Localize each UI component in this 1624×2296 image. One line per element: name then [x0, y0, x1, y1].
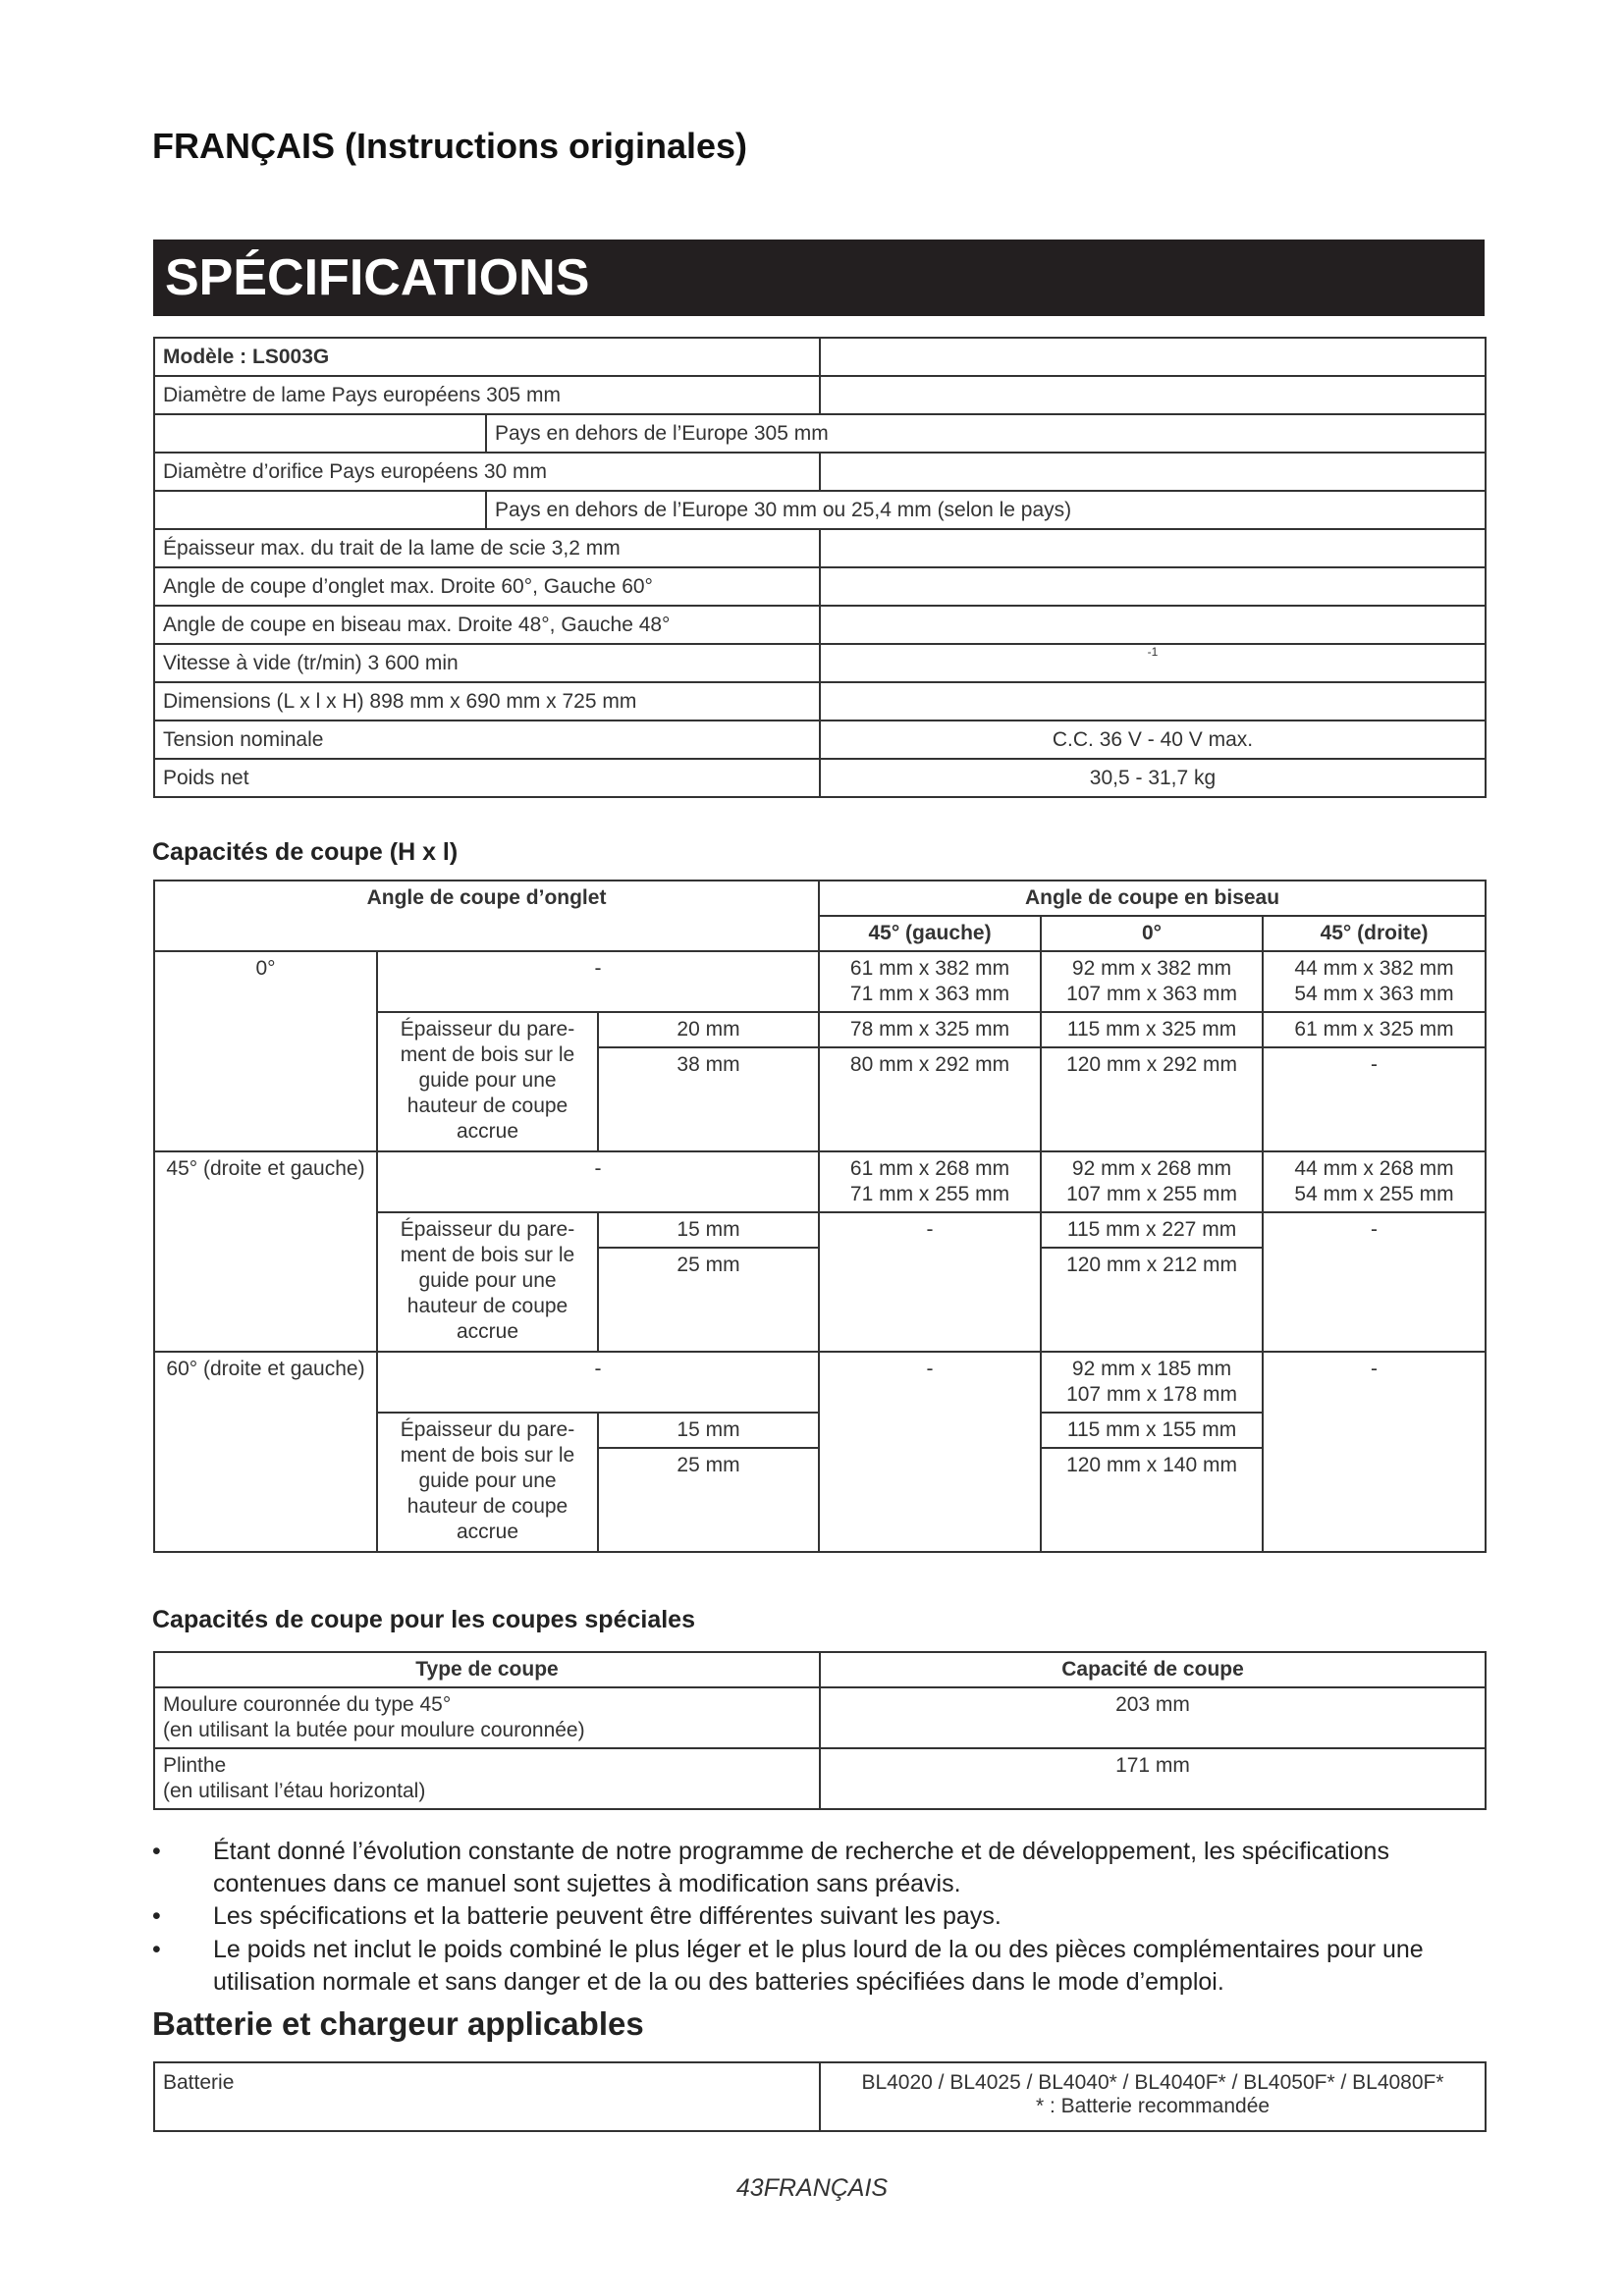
cell: - — [1263, 1047, 1486, 1151]
cell: 80 mm x 292 mm — [819, 1047, 1041, 1151]
speed-cell: Vitesse à vide (tr/min) 3 600 min — [154, 644, 820, 682]
cell: 115 mm x 325 mm — [1041, 1012, 1263, 1047]
empty-cell — [820, 338, 1486, 376]
speed-superscript: -1 — [1147, 645, 1159, 659]
cut-type — [154, 1748, 820, 1809]
table-row — [154, 2062, 1486, 2131]
empty-cell — [820, 682, 1486, 721]
cell: 25 mm — [598, 1248, 819, 1352]
bullet: • — [152, 1838, 161, 1865]
miter-cell: Angle de coupe d’onglet max. Droite 60°, Gauche 60° — [154, 567, 820, 606]
special-title: Capacités de coupe pour les coupes spéciales — [152, 1606, 695, 1633]
weight-value: 30,5 - 31,7 kg — [820, 759, 1486, 797]
table-row — [154, 721, 1486, 759]
cell: 78 mm x 325 mm — [819, 1012, 1041, 1047]
table-row — [154, 881, 1486, 916]
speed-unit-cell — [820, 644, 1486, 682]
empty-cell — [820, 606, 1486, 644]
note-text: Les spécifications et la batterie peuvent être différentes suivant les pays. — [213, 1902, 1001, 1930]
blade-diameter-eu: Diamètre de lame Pays européens 305 mm — [154, 376, 820, 414]
capacity-table — [153, 880, 1487, 1553]
hole-diameter-eu: Diamètre d’orifice Pays européens 30 mm — [154, 453, 820, 491]
table-row — [154, 682, 1486, 721]
col-type: Type de coupe — [154, 1652, 820, 1687]
cell: 115 mm x 227 mm — [1041, 1212, 1263, 1248]
battery-list: BL4020 / BL4025 / BL4040* / BL4040F* / BL4050F* / BL4080F* — [861, 2071, 1444, 2094]
note-text: Étant donné l’évolution constante de notre programme de recherche et de développement, les spécifications contenues dans ce manuel sont sujettes à modification sans préavis. — [213, 1838, 1389, 1897]
battery-title: Batterie et chargeur applicables — [152, 2005, 644, 2042]
battery-table — [153, 2061, 1487, 2132]
battery-label: Batterie — [154, 2062, 820, 2131]
empty-cell — [820, 453, 1486, 491]
battery-models — [820, 2062, 1486, 2131]
table-row — [154, 1687, 1486, 1748]
cell: 15 mm — [598, 1413, 819, 1448]
capacity-title: Capacités de coupe (H x l) — [152, 838, 459, 866]
cell: 38 mm — [598, 1047, 819, 1151]
cell: - — [819, 1352, 1041, 1552]
angle-0: 0° — [154, 951, 377, 1151]
bevel-header: Angle de coupe en biseau — [819, 881, 1486, 916]
cell: 120 mm x 140 mm — [1041, 1448, 1263, 1552]
cell: 61 mm x 325 mm — [1263, 1012, 1486, 1047]
cell: 92 mm x 382 mm 107 mm x 363 mm — [1041, 951, 1263, 1012]
cell: 44 mm x 268 mm 54 mm x 255 mm — [1263, 1151, 1486, 1212]
cell: 25 mm — [598, 1448, 819, 1552]
table-row — [154, 1352, 1486, 1413]
cut-type-line: Moulure couronnée du type 45° — [163, 1693, 452, 1716]
empty-cell — [820, 529, 1486, 567]
voltage-label: Tension nominale — [154, 721, 820, 759]
empty-cell — [154, 414, 486, 453]
dash-cell: - — [377, 1352, 819, 1413]
facing-label: Épaisseur du pare-ment de bois sur le guide pour une hauteur de coupe accrue — [377, 1012, 598, 1151]
col-45-left: 45° (gauche) — [819, 916, 1041, 951]
facing-label: Épaisseur du pare-ment de bois sur le guide pour une hauteur de coupe accrue — [377, 1212, 598, 1352]
table-row — [154, 1748, 1486, 1809]
empty-cell — [820, 376, 1486, 414]
hole-diameter-other: Pays en dehors de l’Europe 30 mm ou 25,4 mm (selon le pays) — [486, 491, 1486, 529]
table-row — [154, 529, 1486, 567]
col-0: 0° — [1041, 916, 1263, 951]
specifications-banner: SPÉCIFICATIONS — [153, 240, 1485, 316]
cell: 92 mm x 185 mm 107 mm x 178 mm — [1041, 1352, 1263, 1413]
cell: - — [819, 1212, 1041, 1352]
cell: 92 mm x 268 mm 107 mm x 255 mm — [1041, 1151, 1263, 1212]
empty-cell — [154, 491, 486, 529]
cut-type-line: (en utilisant l’étau horizontal) — [163, 1780, 426, 1802]
col-45-right: 45° (droite) — [1263, 916, 1486, 951]
table-row — [154, 491, 1486, 529]
bevel-cell: Angle de coupe en biseau max. Droite 48°, Gauche 48° — [154, 606, 820, 644]
cut-capacity: 203 mm — [820, 1687, 1486, 1748]
dash-cell: - — [377, 1151, 819, 1212]
table-row — [154, 644, 1486, 682]
cell: 44 mm x 382 mm 54 mm x 363 mm — [1263, 951, 1486, 1012]
bullet: • — [152, 1936, 161, 1963]
blade-diameter-other: Pays en dehors de l’Europe 305 mm — [486, 414, 1486, 453]
cell: 20 mm — [598, 1012, 819, 1047]
special-cuts-table — [153, 1651, 1487, 1810]
cut-type-line: (en utilisant la butée pour moulure couronnée) — [163, 1719, 585, 1741]
battery-note: * : Batterie recommandée — [1035, 2095, 1271, 2117]
empty-cell — [820, 567, 1486, 606]
cut-type — [154, 1687, 820, 1748]
table-row — [154, 376, 1486, 414]
dash-cell: - — [377, 951, 819, 1012]
table-row — [154, 951, 1486, 1012]
miter-header: Angle de coupe d’onglet — [154, 881, 819, 951]
bullet: • — [152, 1902, 161, 1930]
table-row — [154, 759, 1486, 797]
kerf-cell: Épaisseur max. du trait de la lame de scie 3,2 mm — [154, 529, 820, 567]
voltage-value: C.C. 36 V - 40 V max. — [820, 721, 1486, 759]
angle-45: 45° (droite et gauche) — [154, 1151, 377, 1352]
note-text: Le poids net inclut le poids combiné le plus léger et le plus lourd de la ou des pièces complémentaires pour une utilisation normale et sans danger et de la ou des batteries spécifiées dans le mode d’emploi. — [213, 1936, 1424, 1996]
table-row — [154, 414, 1486, 453]
cell: - — [1263, 1352, 1486, 1552]
language-title: FRANÇAIS (Instructions originales) — [152, 126, 748, 166]
cut-type-line: Plinthe — [163, 1754, 227, 1777]
table-row — [154, 1151, 1486, 1212]
cell: 120 mm x 292 mm — [1041, 1047, 1263, 1151]
facing-label: Épaisseur du pare-ment de bois sur le guide pour une hauteur de coupe accrue — [377, 1413, 598, 1552]
table-row — [154, 338, 1486, 376]
table-row — [154, 606, 1486, 644]
cell: 120 mm x 212 mm — [1041, 1248, 1263, 1352]
table-row — [154, 453, 1486, 491]
model-cell: Modèle : LS003G — [154, 338, 820, 376]
cell: - — [1263, 1212, 1486, 1352]
cell: 61 mm x 268 mm 71 mm x 255 mm — [819, 1151, 1041, 1212]
cut-capacity: 171 mm — [820, 1748, 1486, 1809]
table-row — [154, 567, 1486, 606]
angle-60: 60° (droite et gauche) — [154, 1352, 377, 1552]
cell: 115 mm x 155 mm — [1041, 1413, 1263, 1448]
dimensions-cell: Dimensions (L x l x H) 898 mm x 690 mm x 725 mm — [154, 682, 820, 721]
page-number: 43FRANÇAIS — [735, 2174, 889, 2202]
cell: 15 mm — [598, 1212, 819, 1248]
specifications-table — [153, 337, 1487, 798]
table-row — [154, 1652, 1486, 1687]
weight-label: Poids net — [154, 759, 820, 797]
cell: 61 mm x 382 mm 71 mm x 363 mm — [819, 951, 1041, 1012]
col-capacity: Capacité de coupe — [820, 1652, 1486, 1687]
